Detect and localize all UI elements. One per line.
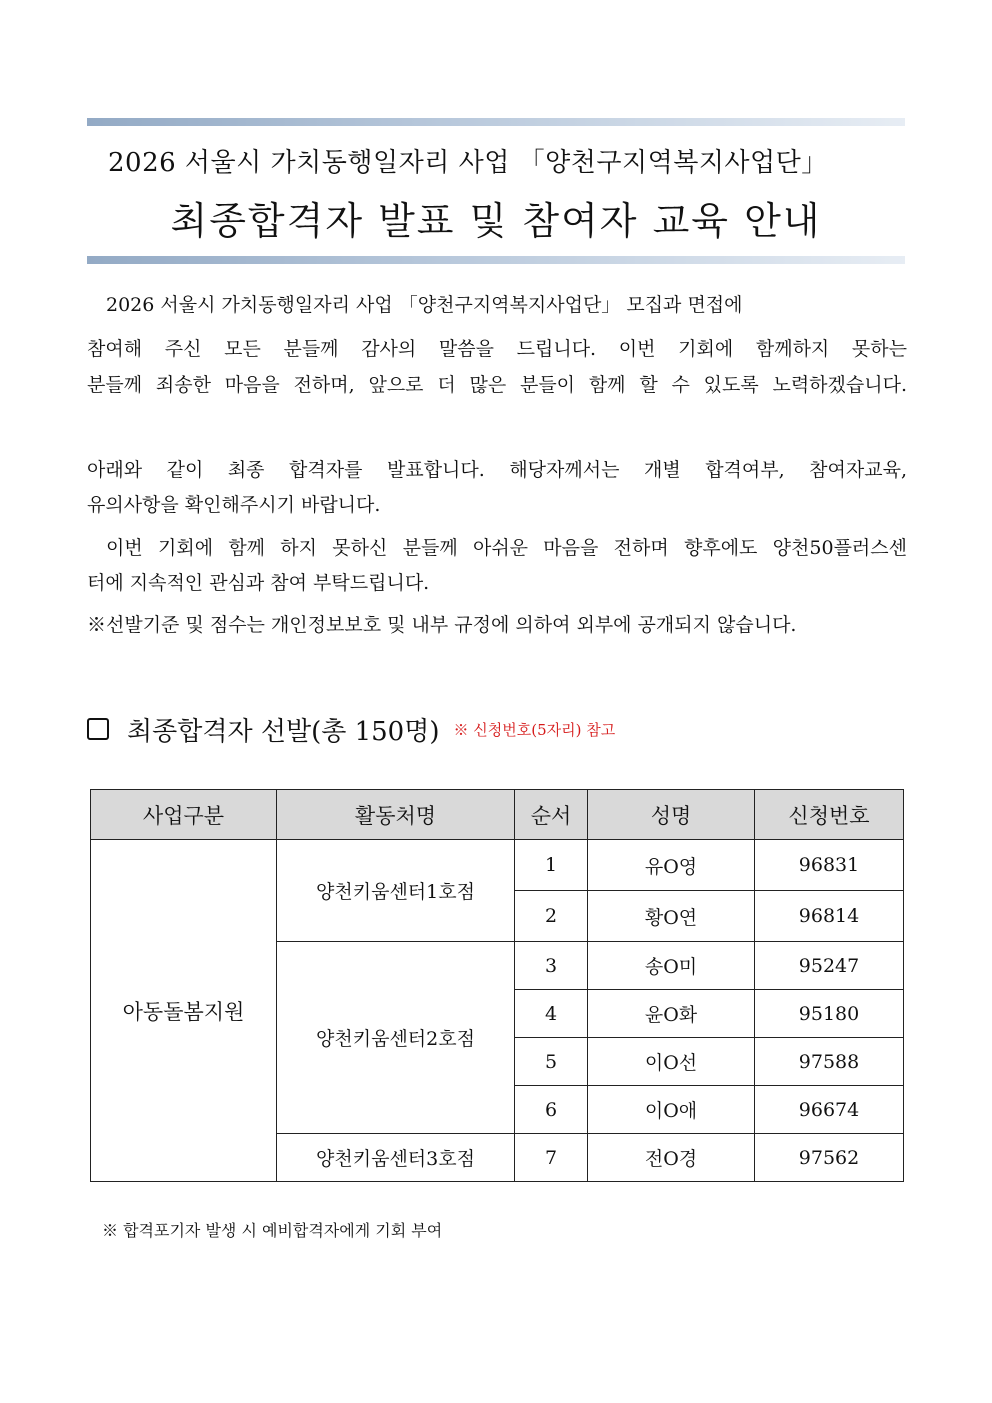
site-cell: 양천키움센터2호점 <box>277 942 515 1134</box>
table-row <box>91 840 904 891</box>
app-no-cell: 96814 <box>755 891 904 942</box>
footnote: ※ 합격포기자 발생 시 예비합격자에게 기회 부여 <box>102 1221 443 1240</box>
order-cell: 3 <box>515 942 588 990</box>
table-header-row <box>91 790 904 840</box>
name-cell: 이O선 <box>588 1038 755 1086</box>
header-top-bar <box>87 118 905 126</box>
app-no-cell: 96674 <box>755 1086 904 1134</box>
header-app-no: 신청번호 <box>755 790 904 840</box>
header-name: 성명 <box>588 790 755 840</box>
name-cell: 전O경 <box>588 1134 755 1182</box>
intro-line-1: 2026 서울시 가치동행일자리 사업 「양천구지역복지사업단」 모집과 면접에 <box>106 294 743 316</box>
intro-line-2: 참여해 주신 모든 분들께 감사의 말씀을 드립니다. 이번 기회에 함께하지 못하는 <box>87 338 907 360</box>
name-cell: 유O영 <box>588 840 755 891</box>
header-bottom-bar <box>87 256 905 264</box>
name-cell: 윤O화 <box>588 990 755 1038</box>
app-no-cell: 95180 <box>755 990 904 1038</box>
document-title: 최종합격자 발표 및 참여자 교육 안내 <box>170 199 822 243</box>
order-cell: 6 <box>515 1086 588 1134</box>
section-note: ※ 신청번호(5자리) 참고 <box>453 720 616 739</box>
checkbox-icon <box>87 718 109 740</box>
name-cell: 이O애 <box>588 1086 755 1134</box>
app-no-cell: 95247 <box>755 942 904 990</box>
order-cell: 4 <box>515 990 588 1038</box>
header-category: 사업구분 <box>91 790 277 840</box>
announce-line-1: 아래와 같이 최종 합격자를 발표합니다. 해당자께서는 개별 합격여부, 참여자교육, <box>87 459 907 481</box>
thanks-line-1: 이번 기회에 함께 하지 못하신 분들께 아쉬운 마음을 전하며 향후에도 양천50플러스센 <box>106 537 907 559</box>
category-cell: 아동돌봄지원 <box>91 840 277 1182</box>
header-order: 순서 <box>515 790 588 840</box>
section-heading <box>87 711 615 747</box>
site-cell: 양천키움센터1호점 <box>277 840 515 942</box>
order-cell: 7 <box>515 1134 588 1182</box>
thanks-line-2: 터에 지속적인 관심과 참여 부탁드립니다. <box>87 572 430 594</box>
app-no-cell: 97588 <box>755 1038 904 1086</box>
order-cell: 1 <box>515 840 588 891</box>
section-title: 최종합격자 선발(총 150명) <box>127 716 440 747</box>
announce-line-2: 유의사항을 확인해주시기 바랍니다. <box>87 494 381 516</box>
intro-line-3: 분들께 죄송한 마음을 전하며, 앞으로 더 많은 분들이 함께 할 수 있도록 노력하겠습니다. <box>87 374 907 396</box>
app-no-cell: 97562 <box>755 1134 904 1182</box>
site-cell: 양천키움센터3호점 <box>277 1134 515 1182</box>
name-cell: 황O연 <box>588 891 755 942</box>
final-roster-table <box>90 789 904 1182</box>
order-cell: 2 <box>515 891 588 942</box>
name-cell: 송O미 <box>588 942 755 990</box>
app-no-cell: 96831 <box>755 840 904 891</box>
privacy-notice: ※선발기준 및 점수는 개인정보보호 및 내부 규정에 의하여 외부에 공개되지 않습니다. <box>87 614 797 636</box>
document-subtitle: 2026 서울시 가치동행일자리 사업 「양천구지역복지사업단」 <box>108 148 828 178</box>
order-cell: 5 <box>515 1038 588 1086</box>
header-site: 활동처명 <box>277 790 515 840</box>
